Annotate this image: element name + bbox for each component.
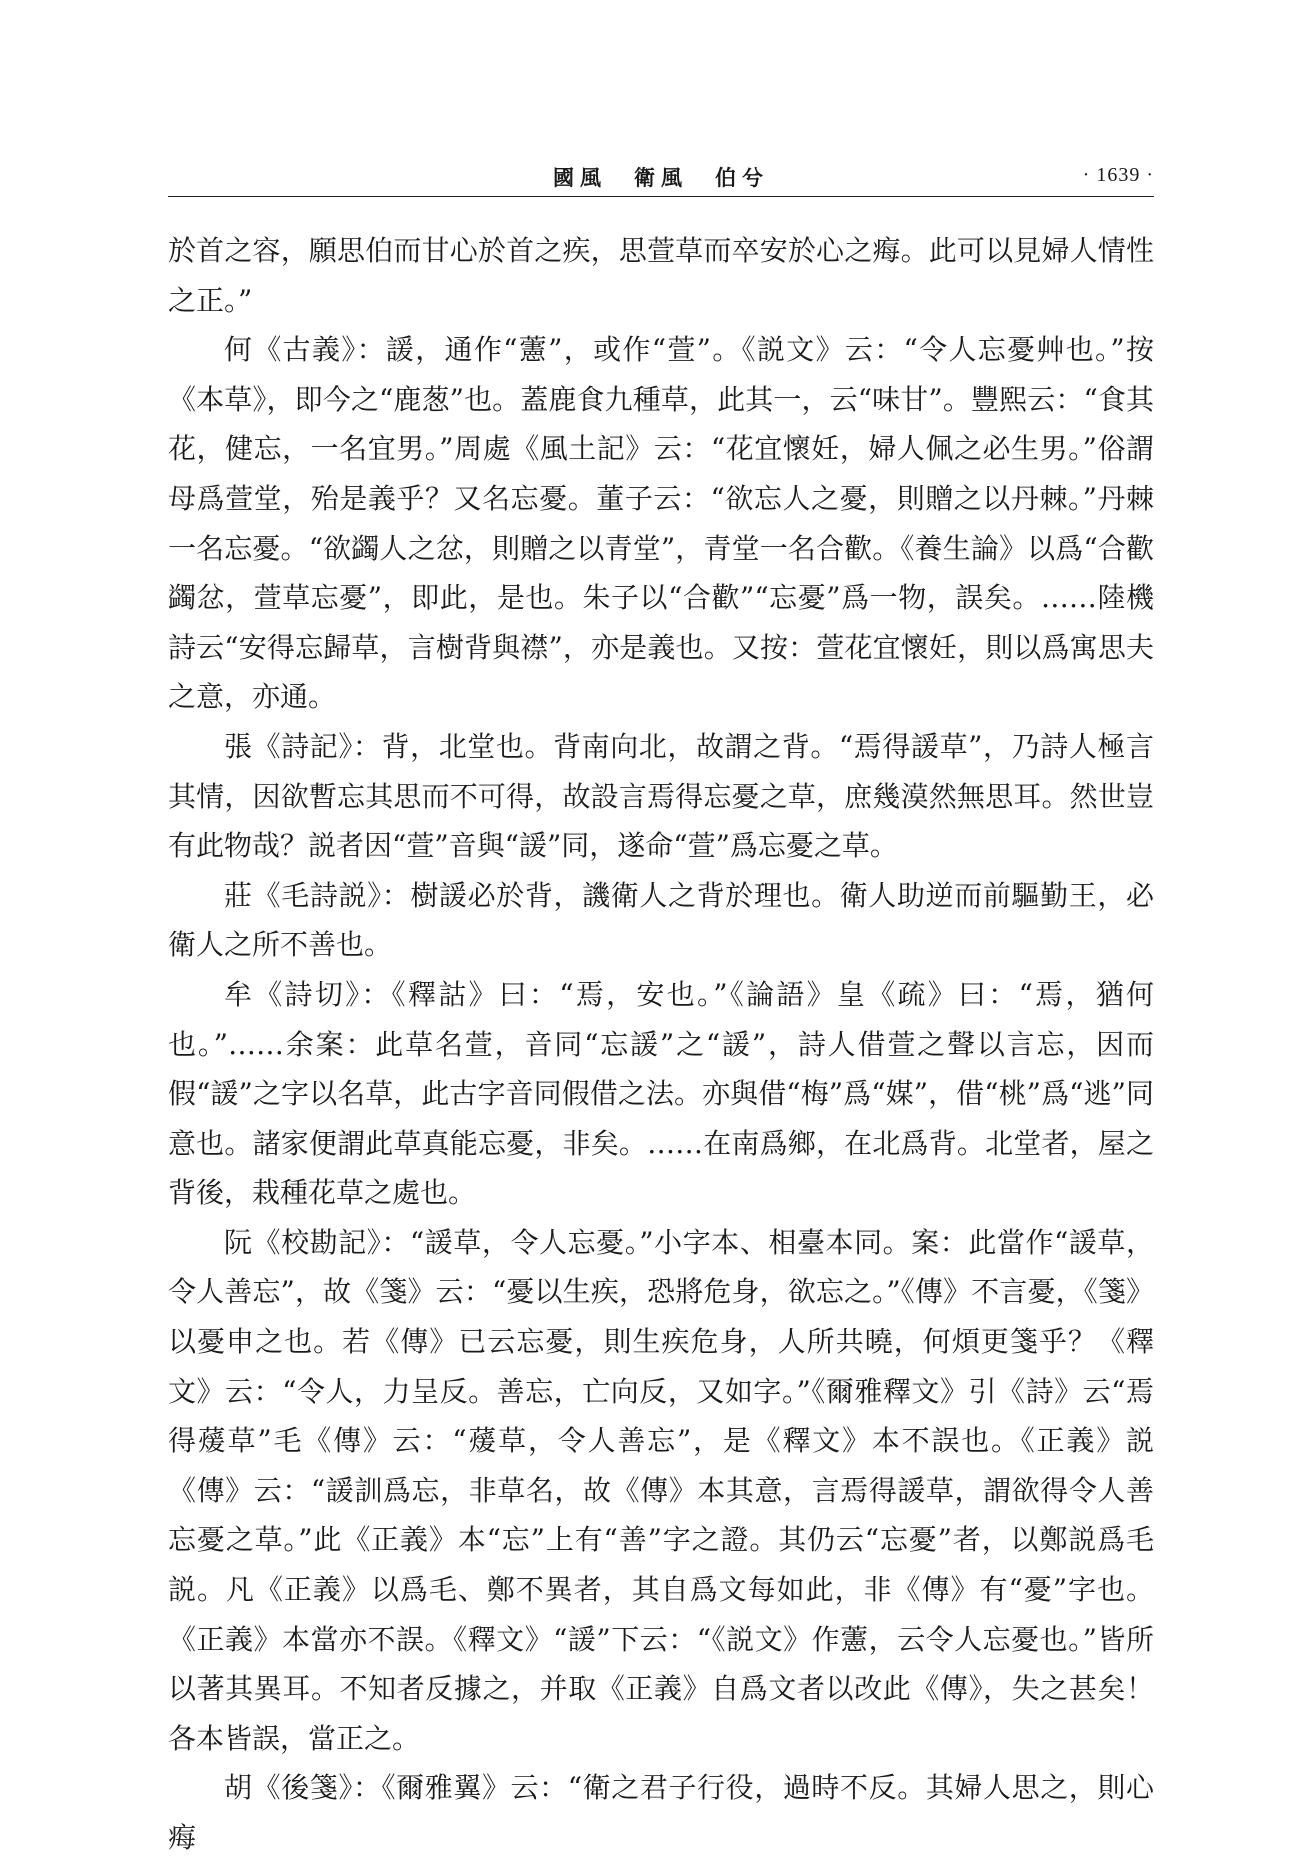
paragraph-zhang-shiji: 張《詩記》：背，北堂也。背南向北，故謂之背。“焉得諼草”，乃詩人極言其情，因欲暫忘其思而不可得，故設言焉得忘憂之草，庶幾漠然無思耳。然世豈有此物哉？説者因“萱”音與“諼”同，遂命“萱”爲忘憂之草。 bbox=[168, 729, 1154, 863]
header-rule bbox=[168, 196, 1154, 197]
running-title: 國風 衛風 伯兮 bbox=[553, 166, 769, 190]
body-text bbox=[168, 226, 1154, 1863]
running-head bbox=[168, 158, 1154, 198]
paragraph-he-guyi: 何《古義》：諼，通作“藼”，或作“萱”。《説文》云：“令人忘憂艸也。”按《本草》，即今之“鹿葱”也。蓋鹿食九種草，此其一，云“味甘”。豐熙云：“食其花，健忘，一名宜男。”周處《風土記》云：“花宜懷妊，婦人佩之必生男。”俗謂母爲萱堂，殆是義乎？又名忘憂。董子云：“欲忘人之憂，則贈之以丹棘。”丹棘一名忘憂。“欲蠲人之忿，則贈之以青堂”，青堂一名合歡。《養生論》以爲“合歡蠲忿，萱草忘憂”，即此，是也。朱子以“合歡”“忘憂”爲一物，誤矣。……陸機詩云“安得忘歸草，言樹背與襟”，亦是義也。又按：萱花宜懷妊，則以爲寓思夫之意，亦通。 bbox=[168, 333, 1154, 714]
paragraph-mou-shiqie: 牟《詩切》：《釋詁》曰：“焉，安也。”《論語》皇《疏》曰：“焉，猶何也。”……余案：此草名萱，音同“忘諼”之“諼”，詩人借萱之聲以言忘，因而假“諼”之字以名草，此古字音同假借之法。亦與借“梅”爲“媒”，借“桃”爲“逃”同意也。諸家便謂此草真能忘憂，非矣。……在南爲鄉，在北爲背。北堂者，屋之背後，栽種花草之處也。 bbox=[168, 977, 1154, 1210]
page-number: · 1639 · bbox=[1082, 164, 1154, 186]
paragraph-continuation: 於首之容，願思伯而甘心於首之疾，思萱草而卒安於心之痗。此可以見婦人情性之正。” bbox=[168, 234, 1154, 317]
paragraph-hu-houjian: 胡《後箋》：《爾雅翼》云：“衛之君子行役，過時不反。其婦人思之，則心痗 bbox=[168, 1771, 1154, 1854]
paragraph-ruan-jiaokanji: 阮《校勘記》：“諼草，令人忘憂。”小字本、相臺本同。案：此當作“諼草，令人善忘”，故《箋》云：“憂以生疾，恐將危身，欲忘之。”《傳》不言憂，《箋》以憂申之也。若《傳》已云忘憂，則生疾危身，人所共曉，何煩更箋乎？《釋文》云：“令人，力呈反。善忘，亡向反，又如字。”《爾雅釋文》引《詩》云“焉得蕿草”毛《傳》云：“蕿草，令人善忘”，是《釋文》本不誤也。《正義》説《傳》云：“諼訓爲忘，非草名，故《傳》本其意，言焉得諼草，謂欲得令人善忘憂之草。”此《正義》本“忘”上有“善”字之證。其仍云“忘憂”者，以鄭説爲毛説。凡《正義》以爲毛、鄭不異者，其自爲文每如此，非《傳》有“憂”字也。《正義》本當亦不誤。《釋文》“諼”下云：“《説文》作藼，云令人忘憂也。”皆所以著其異耳。不知者反據之，并取《正義》自爲文者以改此《傳》，失之甚矣！各本皆誤，當正之。 bbox=[168, 1225, 1154, 1755]
paragraph-zhuang-maoshishuo: 莊《毛詩説》：樹諼必於背，譏衛人之背於理也。衛人助逆而前驅勤王，必衛人之所不善也。 bbox=[168, 878, 1154, 962]
